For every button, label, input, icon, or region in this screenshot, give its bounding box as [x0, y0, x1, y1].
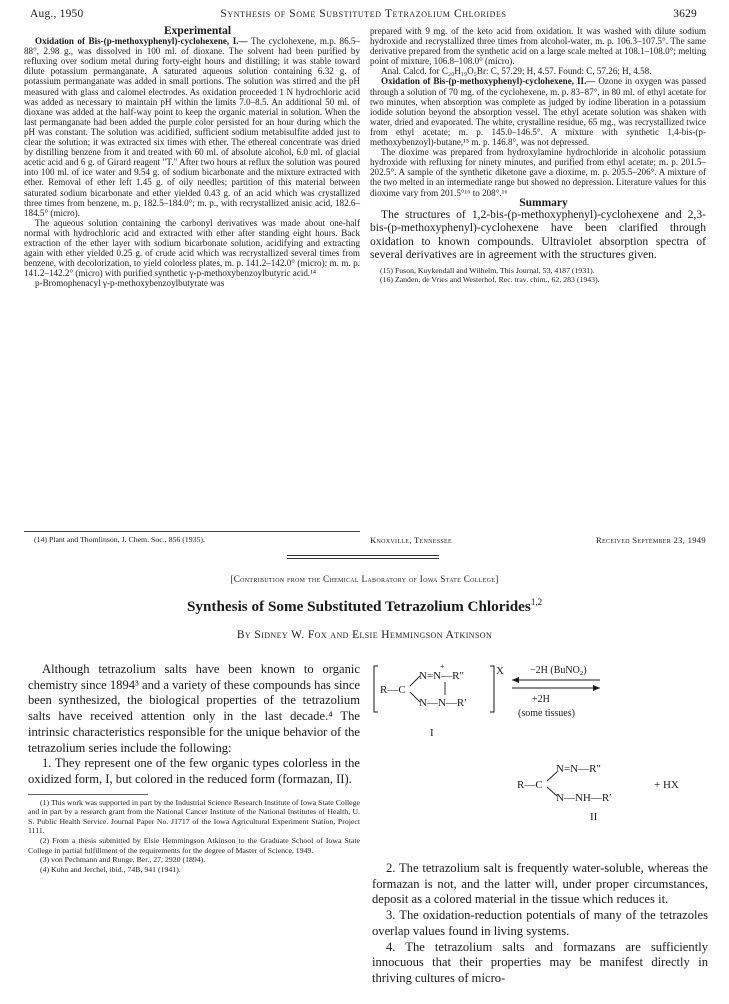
some-tissues-label: (some tissues) — [518, 708, 575, 719]
counter-ion: X — [496, 665, 504, 677]
paragraph-1-title: Oxidation of Bis-(p-methoxyphenyl)-cyclohexene, I.— — [35, 36, 248, 47]
plus-charge: + — [440, 662, 445, 671]
top-chain-2: N=N—R″ — [556, 763, 602, 775]
right-column — [370, 26, 706, 284]
reduction-label: +2H — [532, 694, 550, 705]
right-paragraph-1: prepared with 9 mg. of the keto acid from oxidation. It was washed with dilute sodium hydroxide and recrystallized three times from alcohol-water, m. p. 106.3–107.5°. The same derivative prepared from the synthetic acid on a large scale melted at 108.1–108.0°; melting point of mixture, 106.8–108.0° (micro). — [370, 26, 706, 67]
address-place: Knoxville, Tennessee — [370, 535, 452, 545]
footnote-2: (2) From a thesis submitted by Elsie Hemmingson Atkinson to the Graduate School of Iowa State College in partial fulfillment of the requirements for the degree of Master of Science, 1949. — [28, 836, 360, 855]
bottom-chain-2: N—NH—R′ — [556, 792, 612, 804]
footnote-3: (3) von Pechmann and Runge, Ber., 27, 2920 (1894). — [40, 855, 206, 865]
r-c-group-1: R—C — [380, 684, 406, 696]
reference-16: (16) Zanden, de Vries and Westerhof, Rec. trav. chim., 62, 283 (1943). — [380, 275, 600, 285]
footnote-14-text: (14) Plant and Thomlinson, J. Chem. Soc., 856 (1935). — [34, 535, 205, 544]
property-3: 3. The oxidation-reduction potentials of many of the tetrazoles overlap values found in living systems. — [372, 908, 708, 938]
footnote-4: (4) Kuhn and Jerchel, ibid., 74B, 941 (1941). — [40, 864, 181, 874]
running-head — [30, 8, 697, 24]
references — [370, 266, 706, 284]
top-chain-1: N=N—R″ — [419, 670, 465, 682]
title-footnote-marks: 1,2 — [530, 597, 543, 607]
article-divider-top — [287, 555, 439, 556]
right-bracket — [490, 666, 494, 712]
footnote-14 — [24, 531, 360, 544]
experimental-heading: Experimental — [163, 25, 232, 37]
contribution-line: [Contribution from the Chemical Laboratory of Iowa State College] — [230, 574, 499, 584]
property-2: 2. The tetrazolium salt is frequently water-soluble, whereas the formazan is not, and the latter will, under proper circumstances, deposit as a colored material in the tissue which reduces it. — [372, 861, 708, 907]
summary-text: The structures of 1,2-bis-(p-methoxyphenyl)-cyclohexene and 2,3-bis-(p-methoxyphenyl)-cyclohexene have been clarified through oxidation to known compounds. Ultraviolet absorption spectra of several derivatives are in agreement with the structures given. — [370, 207, 706, 262]
experimental-paragraph-1 — [24, 36, 360, 218]
experimental-paragraph-3: p-Bromophenacyl γ-p-methoxybenzoylbutyrate was — [35, 278, 225, 289]
article-divider-bottom — [287, 558, 439, 559]
article-body-left — [28, 662, 360, 874]
footnote-1: (1) This work was supported in part by the Industrial Science Research Institute of Iowa State College and in part by a research grant from the National Cancer Institute of the National Institutes of Health, U. S. Public Health Service. Journal Paper No. J1717 of the Iowa Agricultural Experiment Station, Project 1111. — [28, 797, 360, 836]
article-authors: By Sidney W. Fox and Elsie Hemmingson Atkinson — [236, 629, 493, 641]
reverse-arrowhead — [512, 677, 519, 683]
page-number: 3629 — [673, 8, 697, 20]
right-paragraph-2 — [370, 76, 706, 147]
received-date: Received September 23, 1949 — [596, 535, 706, 545]
article-footnotes — [28, 798, 360, 875]
right-paragraph-3: The dioxime was prepared from hydroxylamine hydrochloride in alcoholic potassium hydroxide with refluxing for ninety minutes, and purified from ethyl acetate; m. p. 201.5–202.5°. A sample of the synthetic diketone gave a dioxime, m. p. 205.5–206°. A mixture of the two melted in an intermediate range but showed no depression. Literature values for this dioxime vary from 201.5°¹⁶ to 208°.¹⁶ — [370, 147, 706, 198]
paragraph-1-text: The cyclohexene, m.p. 86.5–88°, 2.98 g., was dissolved in 100 ml. of dioxane. The solvent had been purified by refluxing over sodium metal during forty-eight hours and distilling; it was stable toward dilute potassium permanganate. A saturated aqueous solution containing 6.32 g. of potassium permanganate was added in small portions. The solution was stirred and the pH measured with glass and calomel electrodes. As oxidation proceeded 1 N hydrochloric acid was added as necessary to maintain pH within the limits 7.0–8.5. An additional 50 ml. of dioxane was added at the half-way point to keep the organic material in solution. When the last permanganate had been added the purple color persisted for an hour during which the pH was constant. The solution was acidified, sufficient sodium metabisulfite added just to clear the solution; it was extracted six times with ether. The ethereal concentrate was dried by distilling benzene from it and treated with 60 ml. of absolute alcohol, 6.0 ml. of glacial acetic acid and 6 g. of Girard reagent "T." After two hours at reflux the solution was poured into 100 ml. of ice water and 9.54 g. of sodium bicarbonate and the mixture extracted with ether. Removal of ether left 1.45 g. of oily needles; partition of this material between saturated sodium bicarbonate and ether yielded 0.43 g. of an acid which was crystallized three times from benzene, m. p. 182.5–184.0°; m. p., with recrystallized anisic acid, 182.6–184.5° (micro). — [24, 36, 361, 218]
reference-15: (15) Fuson, Kuykendall and Wilhelm, This Journal, 53, 4187 (1931). — [380, 266, 595, 276]
oxidation-label: −2H (BuNO₂) — [530, 665, 587, 676]
r-c-group-2: R—C — [517, 779, 543, 791]
bottom-chain-1: N—N—R′ — [419, 697, 467, 709]
plus-hx: + HX — [654, 779, 679, 791]
property-4: 4. The tetrazolium salts and formazans are sufficiently innocuous that their properties may be manifest directly in thriving cultures of micro- — [372, 939, 708, 985]
forward-arrowhead — [593, 685, 600, 691]
intro-paragraph: Although tetrazolium salts have been known to organic chemistry since 1894³ and a variety of these compounds has since been synthesized, the biological properties of the tetrazolium salts have received attention only in the last decade.⁴ The intrinsic characteristics responsible for the unique behavior of the tetrazolium series include the following: — [28, 662, 360, 755]
reaction-scheme — [372, 660, 708, 832]
issue-date: Aug., 1950 — [30, 8, 84, 20]
paragraph-2-title: Oxidation of Bis-(p-methoxyphenyl)-cyclohexene, II.— — [381, 76, 596, 87]
article-title-text: Synthesis of Some Substituted Tetrazolium Chlorides — [186, 598, 531, 616]
paragraph-2-text: Ozone in oxygen was passed through a solution of 70 mg. of the cyclohexene, m. p. 83–87°, in 80 ml. of ethyl acetate for two minutes, when absorption was complete as judged by iodine liberation in a potassium iodide solution beyond the absorption vessel. The ethyl acetate solution was shaken with water, dried and evaporated. The white, crystalline residue, 65 mg., was recrystallized twice from ethyl acetate; m. p. 145.0–146.5°. A mixture with synthetic 1,4-bis-(p-methoxybenzoyl)-butane,¹⁵ m. p. 146.8°, was not depressed. — [370, 76, 706, 148]
compound-label-I: I — [430, 727, 434, 739]
left-bracket — [374, 666, 378, 712]
experimental-column — [24, 26, 360, 288]
analysis-line: Anal. Calcd. for C₂₀H₁₉O₅Br: C, 57.29; H, 4.57. Found: C, 57.26; H, 4.58. — [381, 66, 652, 77]
article-body-right — [372, 861, 708, 987]
article-title — [0, 597, 729, 616]
compound-label-II: II — [590, 811, 598, 823]
summary-heading: Summary — [519, 196, 568, 209]
experimental-paragraph-2: The aqueous solution containing the carbonyl derivatives was made about one-half normal with hydrochloric acid and extracted with ether after standing eight hours. Back extraction of the ether layer with sodium bicarbonate solution, acidifying and extracting again with ether yielded 0.25 g. of crude acid which was recrystallized several times from benzene, with decolorization, to yield colorless plates, m. p. 141.2–142.0° (micro): m. m. p. 141.2–142.2° (micro) with purified synthetic γ-p-methoxybenzoylbutyric acid.¹⁴ — [24, 217, 360, 279]
running-title: Synthesis of Some Substituted Tetrazolium Chlorides — [220, 8, 507, 20]
property-1: 1. They represent one of the few organic types colorless in the oxidized form, I, but colored in the reduced form (formazan, II). — [28, 756, 360, 786]
